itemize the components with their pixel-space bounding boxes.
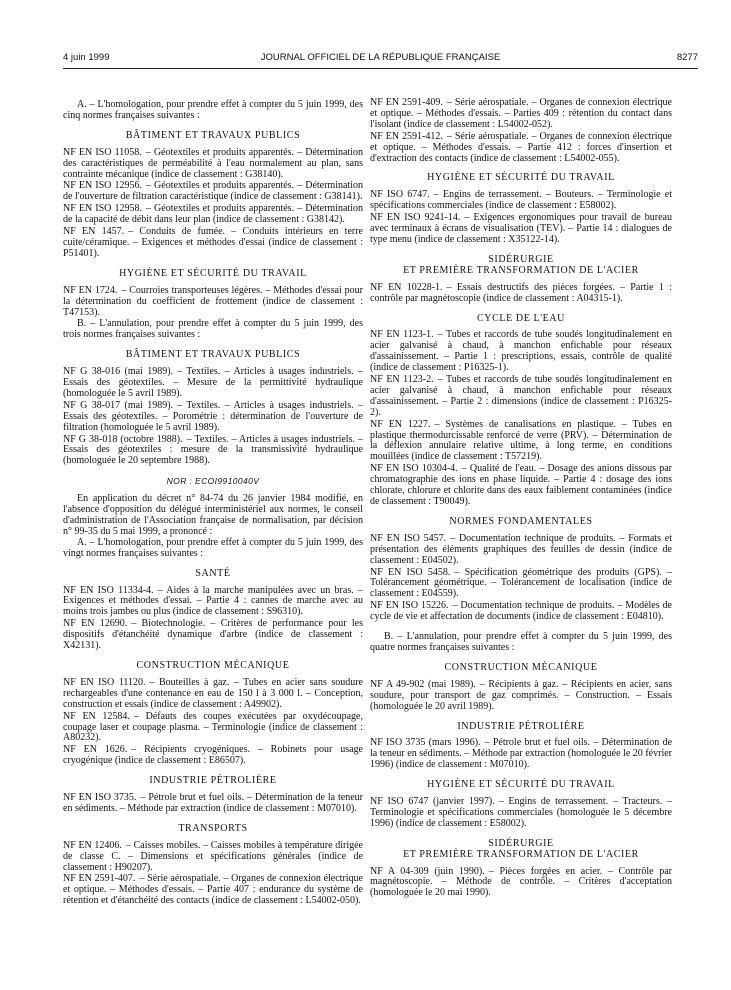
- section-heading: ET PREMIÈRE TRANSFORMATION DE L'ACIER: [403, 848, 639, 860]
- standard-description: – Documentation technique de produits. – Modèles de cycle de vie et affectation de documents (indice de classement : E04810).: [370, 600, 672, 623]
- standard-entry: [370, 213, 672, 246]
- page-number: 8277: [676, 52, 698, 63]
- standard-code: NF EN ISO 12958.: [63, 203, 142, 215]
- standard-description: – Biotechnologie. – Critères de performance pour les dispositifs d'étanchéité dynamique d'arbre (indice de classement : X42131).: [63, 618, 363, 652]
- standard-entry: [370, 420, 672, 464]
- standard-description: – Courroies transporteuses légères. – Méthodes d'essai pour la détermination du coefficient de frottement (indice de classement : T47153).: [63, 284, 363, 318]
- standards-list: [370, 283, 672, 305]
- standard-description: – Bouteilles à gaz. – Tubes en acier sans soudure rechargeables d'une contenance en eau de 150 l à 3 000 l. – Conception, construction et essais (indice de classement : A49902).: [63, 676, 363, 710]
- standard-description: – Textiles. – Articles à usages industriels. – Essais des géotextiles. – Mesure de la permittivité hydraulique (homologuée le 5 avril 1989).: [63, 366, 363, 399]
- standard-code: NF ISO 3735 (mars 1996).: [370, 737, 481, 749]
- section-heading: INDUSTRIE PÉTROLIÈRE: [457, 720, 585, 732]
- standard-code: NF EN 1457.: [63, 226, 125, 238]
- standard-description: – Pièces forgées en acier. – Contrôle par magnétoscopie. – Méthode de contrôle. – Critères d'acceptation (homologuée le 20 mai 1990).: [370, 865, 673, 899]
- standard-description: – Textiles. – Articles à usages industriels. – Essais des géotextiles : mesure de la transmissivité hydraulique (homologuée le 20 septembre 1988).: [63, 433, 364, 467]
- standard-code: NF EN 1227.: [370, 418, 431, 430]
- section-heading: BÂTIMENT ET TRAVAUX PUBLICS: [125, 349, 301, 361]
- application-paragraph: En application du décret n° 84-74 du 26 janvier 1984 modifié, en l'absence d'opposition du délégué interministériel aux normes, le conseil d'administration de l'Association française de normalisation, par décision n° 99-35 du 5 mai 1999, a prononcé :: [63, 493, 363, 537]
- standard-entry: [63, 745, 363, 767]
- standard-description: – Géotextiles et produits apparentés. – Détermination des caractéristiques de perméabilité à l'eau normalement au plan, sans contrainte mécanique (indice de classement : G38140).: [63, 146, 363, 180]
- section-heading: SANTÉ: [195, 567, 231, 579]
- standard-description: – Textiles. – Articles à usages industriels. – Essais des géotextiles. – Porométrie : détermination de l'ouverture de filtration (homologuée le 5 avril 1989).: [63, 399, 363, 433]
- standard-code: NF A 04-309 (juin 1990).: [370, 865, 485, 877]
- standard-code: NF EN ISO 11058.: [63, 146, 142, 158]
- standard-entry: [370, 867, 672, 900]
- standard-description: – Systèmes de canalisations en plastique. – Tubes en plastique thermodurcissable renforcé de verre (PRV). – Détermination de la déflexion annulaire relative ultime, à long terme, en conditions mouillées (indice de classement : T57219).: [370, 418, 672, 463]
- standard-description: – Série aérospatiale. – Organes de connexion électrique et optique. – Méthodes d'essais. – Parties 409 : rétention du contact dans l'isolant (indice de classement : L54002-052).: [370, 97, 672, 130]
- standard-code: NF EN 12690.: [63, 618, 128, 630]
- standard-entry: [370, 190, 672, 212]
- standards-list: [63, 678, 363, 767]
- header-rule: [63, 68, 698, 69]
- standard-description: – Spécification géométrique des produits (GPS). – Tolérancement géométrique. – Tolérancement de localisation (indice de classement : E04559).: [370, 566, 672, 600]
- standard-description: – Géotextiles et produits apparentés. – Détermination de l'ouverture de filtration caractéristique (indice de classement : G38141).: [63, 180, 363, 203]
- standard-description: – Documentation technique de produits. – Formats et présentation des éléments graphiques des feuilles de dessin (indice de classement : E04502).: [370, 532, 672, 566]
- left-column: [63, 100, 363, 908]
- section-heading: SIDÉRURGIE: [488, 253, 554, 265]
- standard-entry: [370, 98, 672, 131]
- standard-description: – Qualité de l'eau. – Dosage des anions dissous par chromatographie des ions en phase liquide. – Partie 4 : dosage des ions chlorate, chlorure et chlorite dans des eaux faiblement contaminées (indice de classement : T90049).: [370, 463, 672, 507]
- standards-list: [370, 534, 672, 623]
- standard-description: – Tubes et raccords de tube soudés longitudinalement en acier galvanisé à chaud, à manchon enfichable pour réseaux d'assainissement. – Partie 2 : dimensions (indice de classement : P16325-2).: [370, 374, 673, 418]
- standard-description: – Exigences ergonomiques pour travail de bureau avec terminaux à écrans de visualisation (TEV). – Partie 14 : dialogues de type menu (indice de classement : X35122-14).: [370, 212, 672, 245]
- standard-entry: [63, 367, 363, 400]
- standard-entry: [370, 680, 672, 713]
- section-heading: SIDÉRURGIE: [488, 837, 554, 849]
- standard-code: NF EN ISO 5458.: [370, 566, 451, 578]
- standard-description: – Récipients à gaz. – Récipients en acier, sans soudure, pour transport de gaz comprimés. – Construction. – Essais (homologuée le 20 avril 1989).: [370, 678, 672, 712]
- standard-code: NF EN 12584.: [63, 710, 130, 722]
- standards-list: [63, 793, 363, 815]
- standard-code: NF EN 1626.: [63, 744, 128, 756]
- standard-entry: [63, 874, 363, 907]
- standard-code: NF EN 1123-2.: [370, 374, 434, 386]
- standard-entry: [63, 678, 363, 711]
- standards-list: [63, 286, 363, 319]
- standard-entry: [370, 738, 672, 771]
- standard-code: NF EN ISO 3735.: [63, 792, 137, 804]
- standard-description: – Essais destructifs des pièces forgées. – Partie 1 : contrôle par magnétoscopie (indice de classement : A04315-1).: [370, 281, 672, 304]
- section-heading: INDUSTRIE PÉTROLIÈRE: [149, 775, 277, 787]
- standard-description: – Série aérospatiale. – Organes de connexion électrique et optique. – Méthodes d'essais. – Partie 412 : forces d'insertion et d'extraction des contacts (indice de classement : L54002-055).: [370, 130, 672, 164]
- standard-entry: [63, 712, 363, 745]
- standard-entry: [63, 204, 363, 226]
- standard-code: NF EN 2591-407.: [63, 873, 136, 885]
- nor-reference: NOR : ECOI9910040V: [166, 476, 260, 487]
- standard-entry: [63, 435, 363, 468]
- standards-list: [370, 98, 672, 164]
- standard-code: NF EN 10228-1.: [370, 281, 443, 293]
- standard-description: – Engins de terrassement. – Bouteurs. – Terminologie et spécifications commerciales (indice de classement : E58002).: [370, 189, 672, 212]
- standard-entry: [370, 132, 672, 165]
- standard-code: NF EN 2591-409.: [370, 97, 443, 108]
- standard-description: – Géotextiles et produits apparentés. – Détermination de la capacité de débit dans leur plan (indice de classement : G38142).: [63, 203, 363, 226]
- standard-description: – Engins de terrassement. – Tracteurs. – Terminologie et spécifications commerciales (homologuée le 5 décembre 1996) (indice de classement : E58002).: [370, 796, 672, 829]
- standard-code: NF EN ISO 5457.: [370, 532, 447, 544]
- intro-paragraph: A. – L'homologation, pour prendre effet à compter du 5 juin 1999, des cinq normes françaises suivantes :: [63, 99, 363, 121]
- intro-paragraph: B. – L'annulation, pour prendre effet à compter du 5 juin 1999, des trois normes françaises suivantes :: [63, 318, 363, 341]
- standards-list: [370, 190, 672, 246]
- standards-list: [370, 330, 672, 508]
- standard-code: NF EN 12406.: [63, 839, 122, 851]
- standard-description: – Conduits de fumée. – Conduits intérieurs en terre cuite/céramique. – Exigences et méthodes d'essai (indice de classement : P51401).: [63, 226, 363, 259]
- section-heading: CONSTRUCTION MÉCANIQUE: [444, 661, 598, 673]
- standard-description: – Pétrole brut et fuel oils. – Détermination de la teneur en sédiments. – Méthode par extraction (indice de classement : M07010).: [63, 792, 363, 814]
- standard-entry: [370, 568, 672, 601]
- standard-code: NF ISO 6747 (janvier 1997).: [370, 796, 495, 808]
- standards-list: [370, 867, 672, 900]
- standard-description: – Aides à la marche manipulées avec un bras. – Exigences et méthodes d'essai. – Partie 4 : cannes de marche avec au moins trois jambes ou plus (indice de classement : S96310).: [63, 584, 364, 618]
- standard-code: NF EN ISO 9241-14.: [370, 212, 461, 224]
- standard-description: – Défauts des coupes exécutées par oxydécoupage, coupage laser et coupage plasma. – Terminologie (indice de classement : A80232).: [63, 710, 363, 744]
- standard-entry: [370, 330, 672, 374]
- standards-list: [370, 680, 672, 713]
- standard-description: – Caisses mobiles. – Caisses mobiles à température dirigée de classe C. – Dimensions et spécifications générales (indice de classement : H90207).: [63, 839, 363, 873]
- standard-entry: [370, 464, 672, 508]
- standard-code: NF A 49-902 (mai 1989).: [370, 678, 476, 690]
- standards-list: [63, 586, 363, 652]
- intro-paragraph: A. – L'homologation, pour prendre effet à compter du 5 juin 1999, des vingt normes françaises suivantes :: [63, 536, 363, 559]
- standard-entry: [370, 601, 672, 623]
- standard-description: – Tubes et raccords de tube soudés longitudinalement en acier galvanisé à chaud, à manchon enfichable pour réseaux d'assainissement. – Partie 1 : prescriptions, essais, contrôle de qualité (indice de classement : P16325-1).: [370, 329, 673, 374]
- standard-code: NF EN ISO 11120.: [63, 676, 146, 688]
- standard-entry: [63, 148, 363, 181]
- standard-description: – Récipients cryogéniques. – Robinets pour usage cryogénique (indice de classement : E86507).: [63, 744, 363, 767]
- standard-entry: [63, 619, 363, 652]
- standard-code: NF ISO 6747.: [370, 189, 430, 201]
- page-header: [63, 52, 698, 66]
- standard-entry: [370, 375, 672, 419]
- standard-entry: [63, 181, 363, 203]
- section-heading: HYGIÈNE ET SÉCURITÉ DU TRAVAIL: [427, 779, 615, 791]
- standard-entry: [370, 797, 672, 830]
- section-heading: CYCLE DE L'EAU: [477, 312, 565, 324]
- issue-date: 4 juin 1999: [63, 52, 110, 63]
- section-heading: ET PREMIÈRE TRANSFORMATION DE L'ACIER: [403, 264, 639, 276]
- intro-paragraph: B. – L'annulation, pour prendre effet à compter du 5 juin 1999, des quatre normes françaises suivantes :: [370, 631, 672, 653]
- standard-entry: [63, 793, 363, 815]
- standards-list: [63, 841, 363, 907]
- standard-entry: [370, 283, 672, 305]
- standard-code: NF EN ISO 10304-4.: [370, 463, 458, 475]
- standard-entry: [63, 286, 363, 319]
- standard-entry: [63, 841, 363, 874]
- standard-code: NF G 38-018 (octobre 1988).: [63, 433, 183, 445]
- section-heading: HYGIÈNE ET SÉCURITÉ DU TRAVAIL: [119, 267, 307, 279]
- section-heading: BÂTIMENT ET TRAVAUX PUBLICS: [125, 129, 301, 141]
- standard-entry: [63, 586, 363, 619]
- standards-list: [370, 797, 672, 830]
- section-heading: CONSTRUCTION MÉCANIQUE: [136, 659, 290, 671]
- standard-entry: [63, 401, 363, 434]
- standard-description: – Série aérospatiale. – Organes de connexion électrique et optique. – Méthodes d'essais. – Partie 407 : endurance du système de rétention et d'étanchéité des contacts (indice de classement : L54002-050).: [63, 873, 363, 907]
- standard-code: NF EN ISO 15226.: [370, 600, 449, 612]
- standard-code: NF G 38-017 (mai 1989).: [63, 399, 174, 411]
- standard-code: NF EN 2591-412.: [370, 130, 443, 142]
- standard-code: NF EN 1123-1.: [370, 329, 434, 341]
- standard-code: NF EN 1724.: [63, 284, 118, 296]
- journal-title: JOURNAL OFFICIEL DE LA RÉPUBLIQUE FRANÇAISE: [260, 52, 501, 63]
- standard-description: – Pétrole brut et fuel oils. – Détermination de la teneur en sédiments. – Méthode par extraction (homologuée le 20 février 1996) (indice de classement : M07010).: [370, 737, 673, 771]
- standards-list: [63, 367, 363, 467]
- standard-code: NF EN ISO 12956.: [63, 180, 142, 192]
- standard-entry: [370, 534, 672, 567]
- standard-code: NF EN ISO 11334-4.: [63, 584, 154, 596]
- standard-code: NF G 38-016 (mai 1989).: [63, 366, 174, 378]
- right-column: [370, 98, 672, 900]
- standard-entry: [63, 227, 363, 260]
- section-heading: TRANSPORTS: [178, 822, 248, 834]
- section-heading: NORMES FONDAMENTALES: [449, 515, 593, 527]
- standards-list: [370, 738, 672, 771]
- standards-list: [63, 148, 363, 260]
- section-heading: HYGIÈNE ET SÉCURITÉ DU TRAVAIL: [427, 172, 615, 184]
